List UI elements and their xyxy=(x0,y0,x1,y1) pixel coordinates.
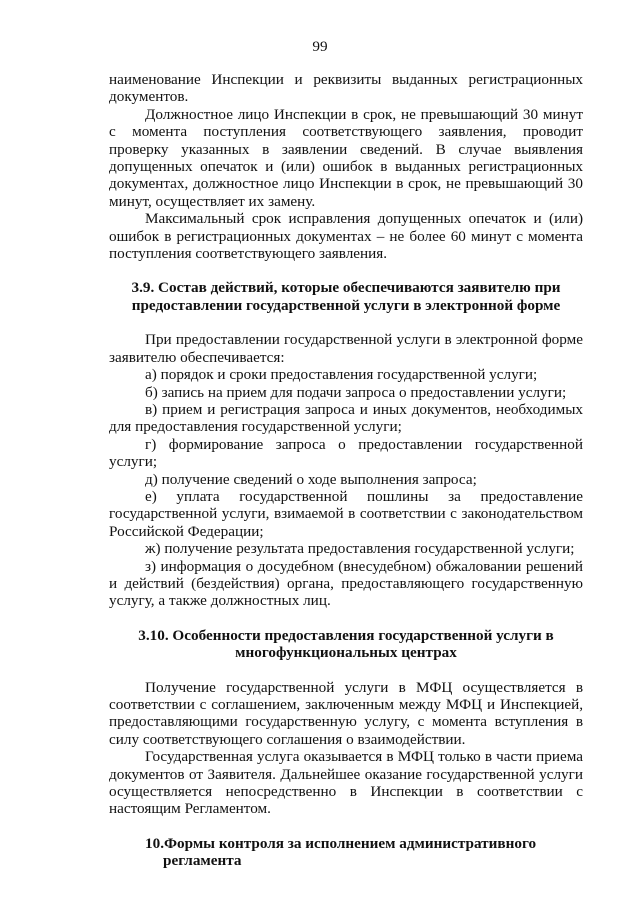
page-content xyxy=(109,71,583,870)
paragraph: При предоставлении государственной услуги в электронной форме заявителю обеспечивается: xyxy=(109,331,583,366)
list-item: г) формирование запроса о предоставлении государственной услуги; xyxy=(109,435,583,471)
paragraph: Максимальный срок исправления допущенных опечаток и (или) ошибок в регистрационных документах – не более 60 минут с момента поступления соответствующего заявления. xyxy=(109,210,583,263)
list-item: д) получение сведений о ходе выполнения запроса; xyxy=(145,470,477,488)
list-item: б) запись на прием для подачи запроса о предоставлении услуги; xyxy=(145,383,567,401)
paragraph: Получение государственной услуги в МФЦ осуществляется в соответствии с соглашением, заключенным между МФЦ и Инспекцией, предоставляющими государственную услугу, с момента вступления в силу соответствующего соглашения о взаимодействии. xyxy=(109,678,583,748)
section-heading-10-line1: 10.Формы контроля за исполнением административного xyxy=(145,834,537,852)
paragraph: Государственная услуга оказывается в МФЦ только в части приема документов от Заявителя. Дальнейшее оказание государственной услуги осуществляется непосредственно в Инспекции в соответствии с настоящим Регламентом. xyxy=(109,748,583,818)
section-heading-3-10: 3.10. Особенности предоставления государственной услуги в многофункциональных центрах xyxy=(138,626,554,662)
list-item: е) уплата государственной пошлины за предоставление государственной услуги, взимаемой в соответствии с законодательством Российской Федерации; xyxy=(109,487,583,540)
list-item: в) прием и регистрация запроса и иных документов, необходимых для предоставления государственной услуги; xyxy=(109,400,583,436)
paragraph: наименование Инспекции и реквизиты выданных регистрационных документов. xyxy=(109,71,583,106)
list-item: а) порядок и сроки предоставления государственной услуги; xyxy=(145,366,538,384)
section-heading-10-line2: регламента xyxy=(163,852,242,870)
page-number: 99 xyxy=(312,38,328,55)
paragraph: Должностное лицо Инспекции в срок, не превышающий 30 минут с момента поступления соответствующего заявления, проводит проверку указанных в заявлении сведений. В случае выявления допущенных опечаток и (или) ошибок в выданных регистрационных документах, должностное лицо Инспекции в срок, не превышающий 30 минут, осуществляет их замену. xyxy=(109,105,583,210)
list-item: з) информация о досудебном (внесудебном) обжаловании решений и действий (бездействия) органа, предоставляющего государственную услугу, а также должностных лиц. xyxy=(109,557,583,610)
list-item: ж) получение результата предоставления государственной услуги; xyxy=(145,540,575,558)
section-heading-10 xyxy=(109,835,583,870)
section-heading-3-9: 3.9. Состав действий, которые обеспечиваются заявителю при предоставлении государственной услуги в электронной форме xyxy=(131,279,561,314)
